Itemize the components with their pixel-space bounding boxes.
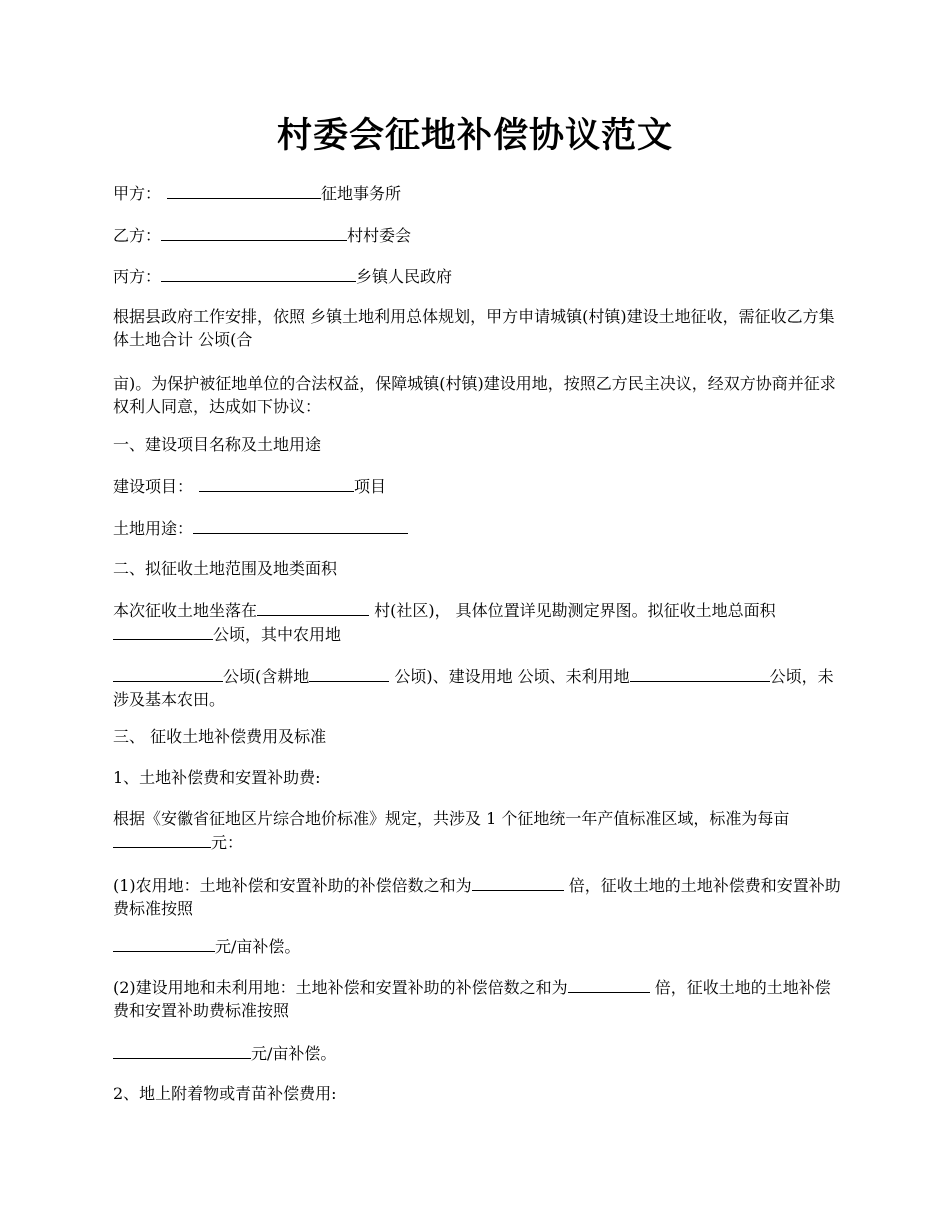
- party-b-line: [113, 223, 841, 247]
- party-a-line: [113, 181, 841, 205]
- party-c-blank: [161, 264, 356, 282]
- item-2-heading: 2、地上附着物或青苗补偿费用:: [113, 1084, 337, 1103]
- party-b-blank: [161, 223, 347, 241]
- farmland-paragraph: [113, 873, 841, 920]
- scope-1-blank-village: [257, 598, 369, 616]
- scope-paragraph-2: [113, 664, 841, 711]
- farmland-rate-blank: [113, 934, 215, 952]
- scope-1-text-c: 公顷，其中农用地: [213, 625, 342, 644]
- document-title: 村委会征地补偿协议范文: [276, 115, 673, 156]
- party-c-suffix: 乡镇人民政府: [356, 267, 453, 286]
- scope-2-blank-farmland: [113, 664, 223, 682]
- party-a-label: 甲方：: [113, 184, 162, 203]
- construction-rate-line: [113, 1041, 841, 1065]
- scope-2-text-c: 公顷，未涉及基本农田。: [113, 667, 834, 709]
- construction-paragraph: [113, 975, 841, 1022]
- party-c-line: [113, 264, 841, 288]
- construction-rate-text: 元/亩补偿。: [251, 1044, 337, 1063]
- project-label: 建设项目：: [113, 477, 194, 496]
- item-1-heading: 1、土地补偿费和安置补助费:: [113, 768, 321, 787]
- section-2-heading: 二、拟征收土地范围及地类面积: [113, 559, 338, 578]
- party-b-suffix: 村村委会: [347, 226, 412, 245]
- farmland-rate-line: [113, 934, 841, 958]
- land-use-line: [113, 516, 841, 540]
- party-a-suffix: 征地事务所: [321, 184, 402, 203]
- scope-2-blank-unused: [630, 664, 770, 682]
- scope-paragraph-1: [113, 598, 841, 646]
- scope-2-blank-cultivated: [309, 664, 389, 682]
- construction-text-b: 倍，征收土地的土地补偿费和安置补助费标准按照: [113, 978, 831, 1020]
- farmland-rate-text: 元/亩补偿。: [215, 937, 301, 956]
- party-b-label: 乙方：: [113, 226, 162, 245]
- construction-text-a: (2)建设用地和未利用地：土地补偿和安置补助的补偿倍数之和为: [113, 978, 568, 997]
- scope-1-text-b: 村(社区)， 具体位置详见勘测定界图。拟征收土地总面积: [369, 601, 776, 620]
- section-1-heading: 一、建设项目名称及土地用途: [113, 435, 322, 454]
- farmland-text-b: 倍，征收土地的土地补偿费和安置补助费标准按照: [113, 876, 841, 918]
- farmland-multiple-blank: [472, 873, 564, 891]
- standard-text-b: 元：: [211, 833, 244, 852]
- standard-text-a: 根据《安徽省征地区片综合地价标准》规定，共涉及 1 个征地统一年产值标准区域，标准为每亩: [113, 809, 790, 828]
- scope-2-text-a: 公顷(含耕地: [223, 667, 310, 686]
- construction-rate-blank: [113, 1041, 251, 1059]
- section-3-heading: 三、 征收土地补偿费用及标准: [113, 727, 327, 746]
- party-a-blank: [167, 181, 321, 199]
- scope-1-text-a: 本次征收土地坐落在: [113, 601, 258, 620]
- scope-2-text-b: 公顷)、建设用地 公顷、未利用地: [389, 667, 630, 686]
- project-line: [113, 474, 841, 498]
- project-blank: [199, 474, 354, 492]
- standard-blank: [113, 830, 211, 848]
- land-use-label: 土地用途：: [113, 519, 194, 538]
- farmland-text-a: (1)农用地：土地补偿和安置补助的补偿倍数之和为: [113, 876, 472, 895]
- land-use-blank: [193, 516, 408, 534]
- standard-paragraph: [113, 807, 841, 854]
- scope-1-blank-area: [113, 622, 213, 640]
- party-c-label: 丙方：: [113, 267, 162, 286]
- construction-multiple-blank: [568, 975, 650, 993]
- intro-paragraph-2: 亩)。为保护被征地单位的合法权益，保障城镇(村镇)建设用地，按照乙方民主决议，经双方协商并征求权利人同意，达成如下协议：: [113, 374, 836, 416]
- project-suffix: 项目: [354, 477, 387, 496]
- intro-paragraph-1: 根据县政府工作安排，依照 乡镇土地利用总体规划，甲方申请城镇(村镇)建设土地征收，需征收乙方集体土地合计 公顷(合: [113, 307, 835, 349]
